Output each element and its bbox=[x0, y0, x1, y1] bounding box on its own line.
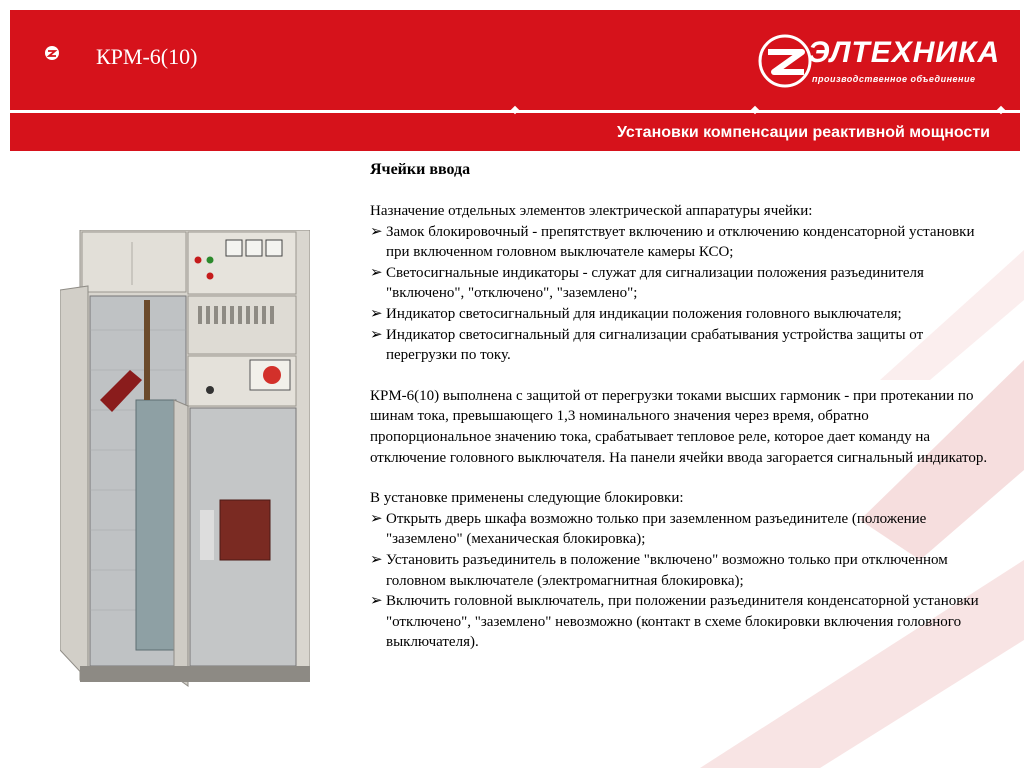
arrow-right-icon: ➢ bbox=[370, 593, 383, 610]
list-item-text: Открыть дверь шкафа возможно только при заземленном разъединителе (положение "заземлено" (механическая блокировка); bbox=[386, 510, 927, 548]
switchgear-cabinet-image bbox=[60, 230, 310, 690]
spacer bbox=[370, 366, 990, 386]
arrow-right-icon: ➢ bbox=[370, 326, 383, 343]
list-item-text: Индикатор светосигнальный для сигнализации срабатывания устройства защиты от перегрузки по току. bbox=[386, 326, 924, 364]
list-item-text: Светосигнальные индикаторы - служат для сигнализации положения разъединителя "включено", "отключено", "заземлено"; bbox=[386, 264, 924, 302]
interlocks-intro: В установке применены следующие блокировки: bbox=[370, 490, 684, 507]
list-item-text: Установить разъединитель в положение "включено" возможно только при отключенном головном выключателе (электромагнитная блокировка); bbox=[386, 551, 948, 589]
arrow-right-icon: ➢ bbox=[370, 264, 383, 281]
arrow-right-icon: ➢ bbox=[370, 551, 383, 568]
protection-paragraph: КРМ-6(10) выполнена с защитой от перегрузки токами высших гармоник - при протекании по шинам тока, превышающего 1,3 номинального значения через время, обратно пропорциональное значению тока, срабатывает тепловое реле, которое дает команду на отключение головного выключателя. На панели ячейки ввода загорается сигнальный индикатор. bbox=[370, 387, 988, 466]
purpose-intro: Назначение отдельных элементов электрической аппаратуры ячейки: bbox=[370, 203, 813, 219]
page-title: КРМ-6(10) bbox=[96, 44, 198, 69]
list-item-text: Включить головной выключатель, при положении разъединителя конденсаторной установки "отключено", "заземлено" невозможно (контакт в схеме блокировки включения головного выключателя). bbox=[386, 593, 979, 651]
title-bullet-icon bbox=[44, 45, 60, 61]
arrow-right-icon: ➢ bbox=[370, 510, 383, 527]
list-item-text: Индикатор светосигнальный для индикации положения головного выключателя; bbox=[386, 305, 902, 322]
page-subtitle: Установки компенсации реактивной мощности bbox=[616, 124, 990, 141]
list-item bbox=[370, 222, 990, 263]
arrow-right-icon: ➢ bbox=[370, 305, 383, 322]
logo-text: ЭЛТЕХНИКА bbox=[808, 36, 1001, 69]
list-item bbox=[370, 325, 990, 366]
list-item bbox=[370, 591, 990, 653]
arrow-right-icon: ➢ bbox=[370, 223, 383, 240]
section-heading: Ячейки ввода bbox=[370, 161, 471, 178]
list-item bbox=[370, 550, 990, 591]
spacer bbox=[370, 468, 990, 488]
logo-subtitle: производственное объединение bbox=[812, 74, 976, 84]
content-block bbox=[370, 160, 990, 653]
list-item-text: Замок блокировочный - препятствует включению и отключению конденсаторной установки при включенном головном выключателе камеры КСО; bbox=[386, 223, 975, 261]
list-item bbox=[370, 509, 990, 550]
list-item bbox=[370, 304, 990, 325]
list-item bbox=[370, 263, 990, 304]
